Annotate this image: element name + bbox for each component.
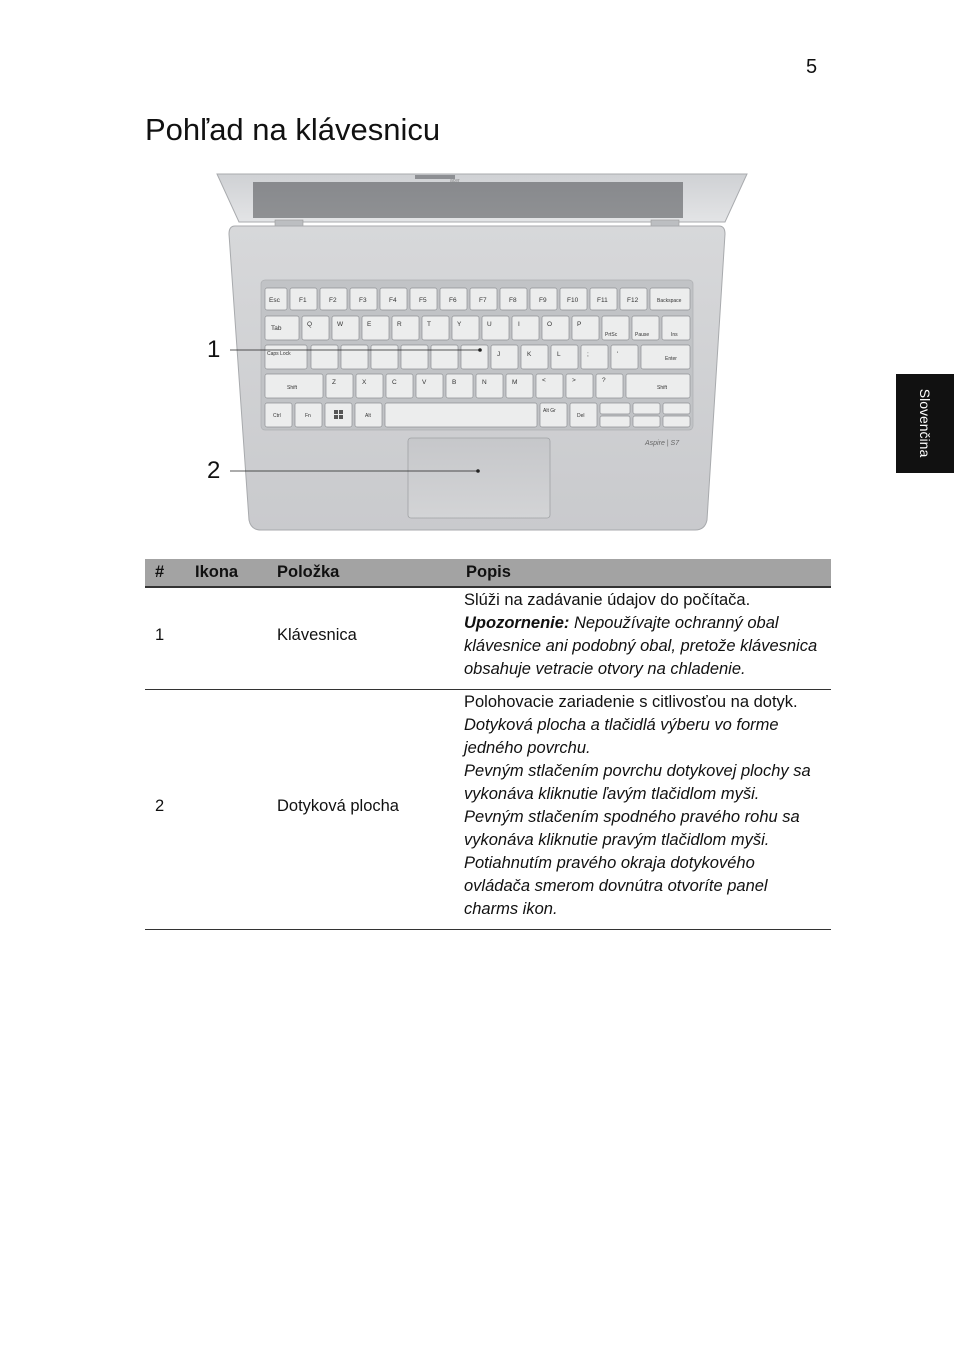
page-number: 5 [806,56,818,78]
row-desc [456,690,831,930]
key-b: B [452,379,457,386]
key-f1: F1 [299,297,307,304]
table-row [145,587,831,690]
row-num: 2 [145,690,185,930]
key-t: T [427,321,431,328]
row-item: Klávesnica [267,587,456,690]
language-tab [896,374,954,473]
key-enter: Enter [665,356,677,362]
laptop-top-view-illustration [195,170,755,540]
desc-note: Pevným stlačením spodného pravého rohu sa vykonáva kliknutie pravým tlačidlom myši. [464,808,800,849]
row-item: Dotyková plocha [267,690,456,930]
key-k: K [527,351,532,358]
key-u: U [487,321,492,328]
language-tab-label: Slovenčina [917,388,933,458]
header-icon: Ikona [185,559,267,587]
callout-2: 2 [207,457,221,484]
page-title: Pohľad na klávesnicu [145,112,441,147]
key-f12: F12 [627,297,639,304]
row-icon [185,690,267,930]
key-backspace: Backspace [657,298,682,304]
key-f3: F3 [359,297,367,304]
key-f8: F8 [509,297,517,304]
key-capslock: Caps Lock [267,351,291,357]
key-ctrl: Ctrl [273,413,281,419]
key-f10: F10 [567,297,579,304]
key-w: W [337,321,344,328]
brand-logo-mark: acer [450,178,460,184]
key-f7: F7 [479,297,487,304]
key-r: R [397,321,402,328]
desc-note [464,612,825,681]
key-fn: Fn [305,413,311,419]
key-n: N [482,379,487,386]
key-x: X [362,379,367,386]
model-label: Aspire | S7 [645,440,680,447]
key-i: I [518,321,520,328]
header-desc: Popis [456,559,831,587]
key-f4: F4 [389,297,397,304]
desc-note: Potiahnutím pravého okraja dotykového ovládača smerom dovnútra otvoríte panel charms ikon. [464,854,768,918]
key-semicolon: ; [587,351,589,358]
key-f11: F11 [597,297,608,304]
key-pause: Pause [635,332,650,338]
row-num: 1 [145,587,185,690]
header-num: # [145,559,185,587]
key-apostrophe: ' [617,351,619,358]
key-q: Q [307,321,313,328]
key-alt: Alt [365,413,371,419]
key-m: M [512,379,518,386]
key-v: V [422,379,427,386]
key-l: L [557,351,561,358]
key-f5: F5 [419,297,427,304]
table-row [145,690,831,930]
desc-note: Pevným stlačením povrchu dotykovej plochy sa vykonáva kliknutie ľavým tlačidlom myši. [464,762,811,803]
key-esc: Esc [269,297,280,304]
key-z: Z [332,379,336,386]
touchpad [408,438,550,518]
table-header-row [145,559,831,587]
row-icon [185,587,267,690]
desc-text: Slúži na zadávanie údajov do počítača. [464,591,751,609]
note-label: Upozornenie: [464,614,570,632]
key-f9: F9 [539,297,547,304]
key-altgr: Alt Gr [543,408,556,414]
key-o: O [547,321,553,328]
callout-1: 1 [207,336,221,363]
key-y: Y [457,321,462,328]
key-question: ? [602,377,606,384]
key-shift-left: Shift [287,385,298,391]
key-p: P [577,321,582,328]
header-item: Položka [267,559,456,587]
key-f6: F6 [449,297,457,304]
key-shift-right: Shift [657,385,668,391]
desc-note: Dotyková plocha a tlačidlá výberu vo forme jedného povrchu. [464,716,779,757]
key-prtsc: PrtSc [605,332,618,338]
parts-table [145,559,831,930]
lid-screen-edge [253,182,683,218]
key-greater: > [572,377,576,384]
key-tab: Tab [271,325,282,332]
note-text: Nepoužívajte ochranný obal klávesnice ani podobný obal, pretože klávesnica obsahuje vetracie otvory na chladenie. [464,614,818,678]
key-j: J [497,351,501,358]
key-c: C [392,379,397,386]
key-del: Del [577,413,585,419]
key-e: E [367,321,372,328]
key-f2: F2 [329,297,337,304]
key-ins: Ins [671,332,678,338]
desc-text: Polohovacie zariadenie s citlivosťou na dotyk. [464,693,798,711]
key-less: < [542,377,546,384]
row-desc [456,587,831,690]
